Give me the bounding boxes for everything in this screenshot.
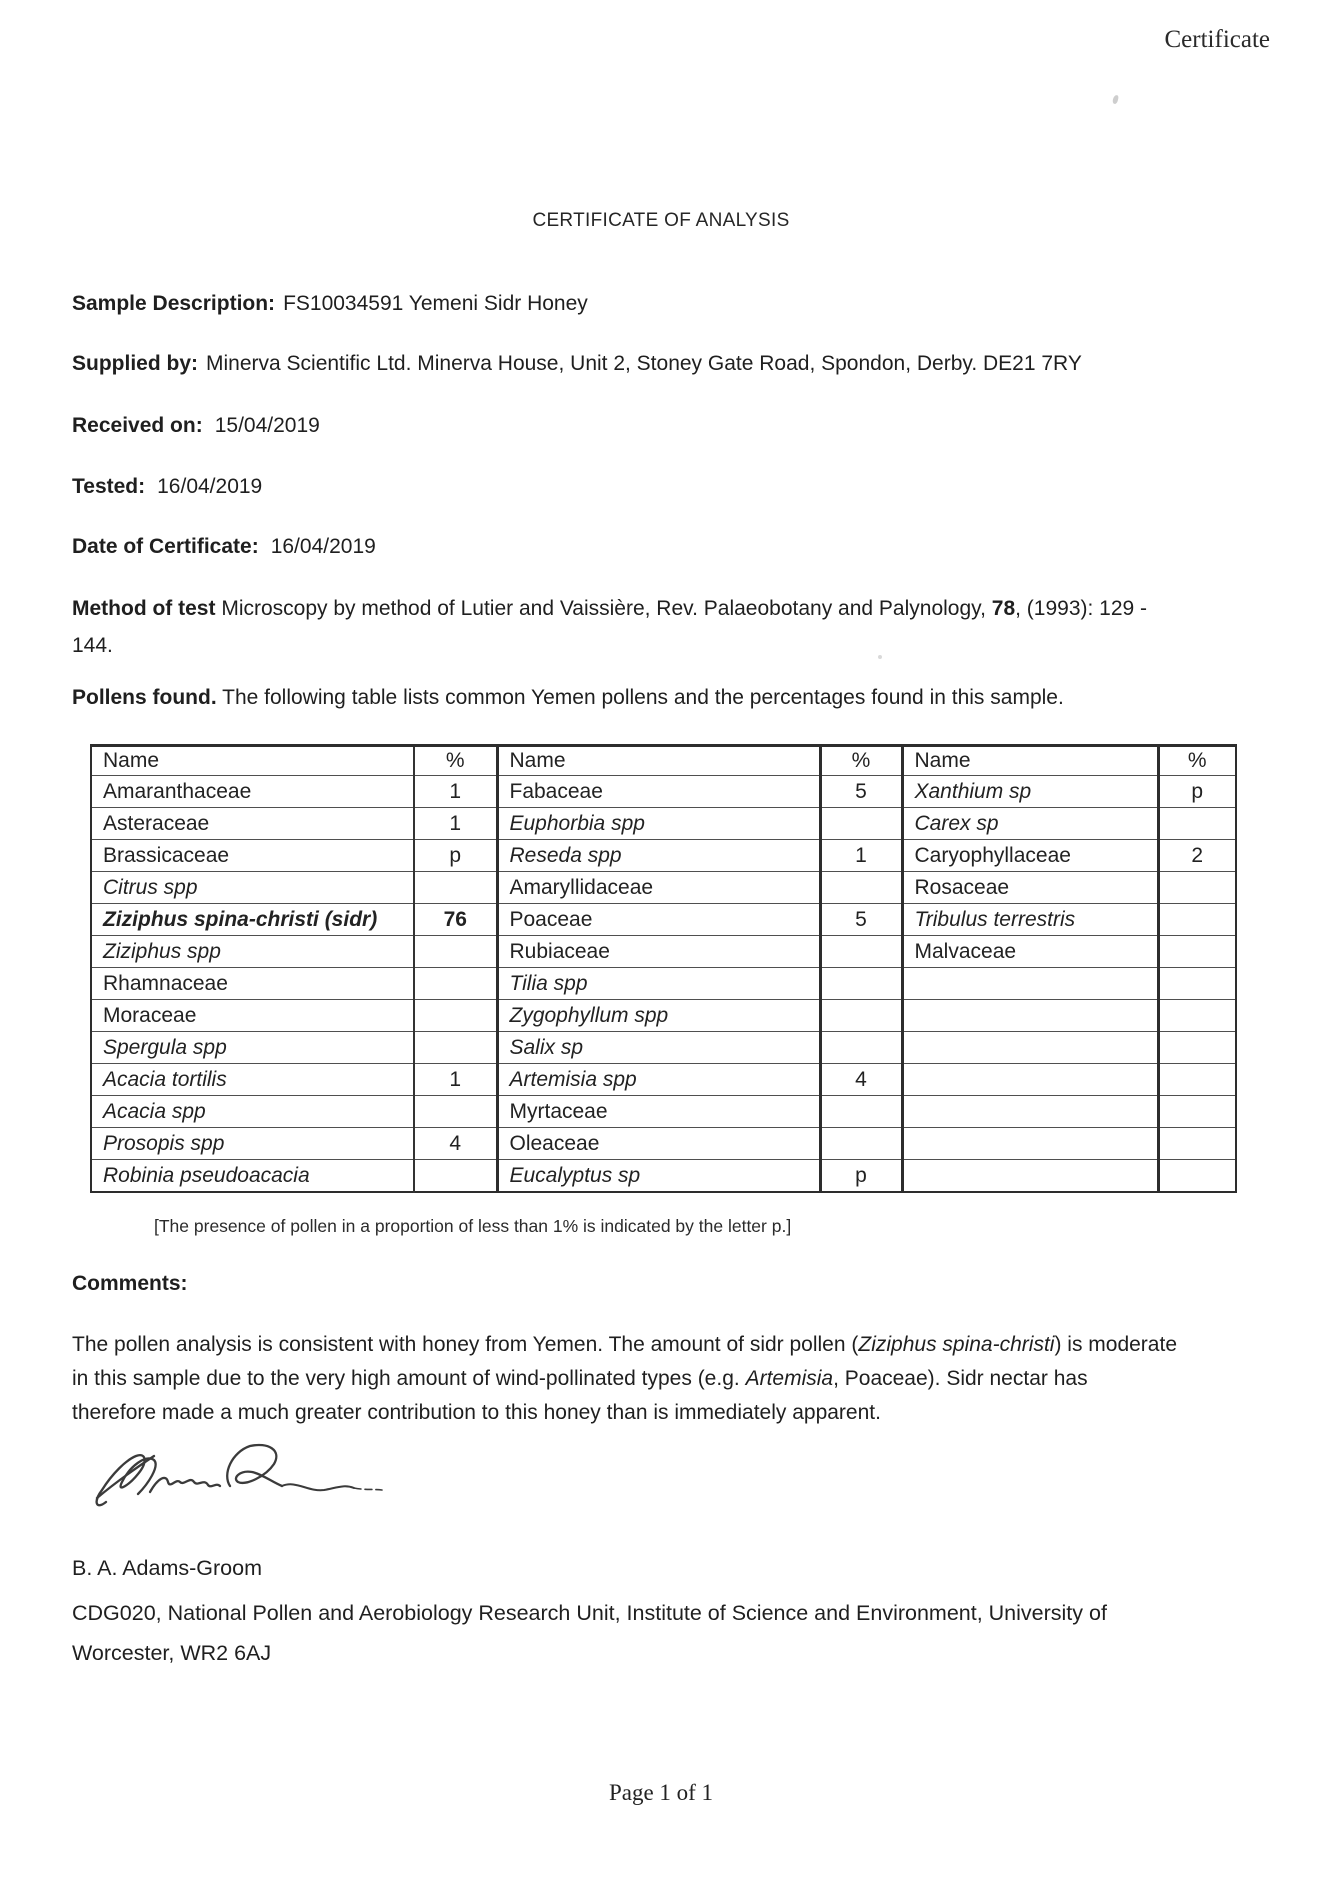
pollen-table-row — [91, 968, 1236, 1000]
pollen-percent-cell — [414, 1096, 497, 1128]
pollen-name-cell: Amaranthaceae — [91, 776, 414, 808]
pollen-name-cell: Salix sp — [497, 1032, 820, 1064]
pollen-table-row — [91, 1064, 1236, 1096]
pollen-percent-cell: 1 — [414, 1064, 497, 1096]
pollen-table-row — [91, 904, 1236, 936]
pollen-percent-cell: 5 — [820, 904, 902, 936]
pollen-table-header-cell: % — [414, 746, 497, 776]
pollen-percent-cell — [414, 968, 497, 1000]
pollen-name-cell: Amaryllidaceae — [497, 872, 820, 904]
pollen-name-cell: Prosopis spp — [91, 1128, 414, 1160]
pollen-percent-cell: 4 — [414, 1128, 497, 1160]
pollen-name-cell — [902, 968, 1158, 1000]
pollen-percent-cell: 1 — [414, 808, 497, 840]
field-value: 16/04/2019 — [270, 535, 376, 558]
pollen-percent-cell: p — [820, 1160, 902, 1193]
pollen-table-row — [91, 872, 1236, 904]
pollen-name-cell — [902, 1096, 1158, 1128]
text-segment: Microscopy by method of Lutier and Vaissière, Rev. Palaeobotany and Palynology, — [221, 597, 992, 620]
text-segment: therefore made a much greater contribution to this honey than is immediately apparent. — [72, 1401, 881, 1424]
pollen-percent-cell — [820, 1032, 902, 1064]
pollen-table-row — [91, 840, 1236, 872]
comments-heading: Comments: — [72, 1272, 188, 1295]
pollen-name-cell: Asteraceae — [91, 808, 414, 840]
pollen-name-cell: Fabaceae — [497, 776, 820, 808]
pollen-name-cell: Carex sp — [902, 808, 1158, 840]
pollen-percent-cell — [1158, 936, 1236, 968]
pollen-percent-cell: 1 — [414, 776, 497, 808]
pollen-name-cell: Citrus spp — [91, 872, 414, 904]
pollen-name-cell: Caryophyllaceae — [902, 840, 1158, 872]
pollen-percent-cell: 76 — [414, 904, 497, 936]
pollen-table-header-cell: % — [820, 746, 902, 776]
field-received-on — [72, 414, 1272, 438]
pollen-table-row — [91, 1032, 1236, 1064]
pollen-percent-cell — [1158, 904, 1236, 936]
signer-org-line: Worcester, WR2 6AJ — [72, 1641, 272, 1665]
text-segment: Method of test — [72, 597, 222, 620]
pollen-percent-cell — [1158, 808, 1236, 840]
pollen-percent-cell — [1158, 1064, 1236, 1096]
pollen-name-cell — [902, 1160, 1158, 1193]
text-segment: , (1993): 129 - — [1015, 597, 1148, 620]
pollen-name-cell: Reseda spp — [497, 840, 820, 872]
pollen-percent-cell — [1158, 1128, 1236, 1160]
text-segment: The following table lists common Yemen pollens and the percentages found in this sample. — [216, 686, 1064, 709]
text-segment: , Poaceae). Sidr nectar has — [833, 1367, 1088, 1390]
pollen-table-header-cell: Name — [497, 746, 820, 776]
pollen-percent-cell: 1 — [820, 840, 902, 872]
pollen-name-cell: Eucalyptus sp — [497, 1160, 820, 1193]
field-label: Tested: — [72, 475, 146, 498]
field-label: Sample Description: — [72, 292, 276, 315]
pollen-name-cell: Brassicaceae — [91, 840, 414, 872]
signer-name: B. A. Adams-Groom — [72, 1556, 262, 1580]
document-title: CERTIFICATE OF ANALYSIS — [532, 210, 790, 231]
pollen-name-cell: Moraceae — [91, 1000, 414, 1032]
pollen-table-header-cell: Name — [91, 746, 414, 776]
text-segment: ) is moderate — [1054, 1333, 1177, 1356]
pollen-table-header-cell: % — [1158, 746, 1236, 776]
pollen-name-cell: Myrtaceae — [497, 1096, 820, 1128]
pollen-name-cell: Ziziphus spina-christi (sidr) — [91, 904, 414, 936]
pollen-name-cell: Oleaceae — [497, 1128, 820, 1160]
page-number: Page 1 of 1 — [608, 1780, 714, 1805]
pollen-percent-cell — [820, 1128, 902, 1160]
pollen-name-cell: Rhamnaceae — [91, 968, 414, 1000]
signature-scribble — [92, 1440, 392, 1515]
pollen-table-row — [91, 1160, 1236, 1193]
pollen-percent-cell — [414, 1000, 497, 1032]
table-footnote: [The presence of pollen in a proportion of less than 1% is indicated by the letter p.] — [154, 1216, 792, 1236]
text-segment: 144. — [72, 634, 113, 657]
pollen-percent-cell: p — [414, 840, 497, 872]
pollen-name-cell — [902, 1064, 1158, 1096]
text-segment: Pollens found. — [72, 686, 217, 709]
scan-speck — [1112, 95, 1119, 105]
pollen-name-cell: Spergula spp — [91, 1032, 414, 1064]
field-sample-description — [72, 292, 1272, 316]
field-tested — [72, 475, 1272, 499]
pollen-name-cell: Robinia pseudoacacia — [91, 1160, 414, 1193]
pollen-percent-cell — [1158, 872, 1236, 904]
corner-label: Certificate — [1164, 26, 1270, 53]
pollens-found-paragraph — [72, 686, 1282, 710]
pollen-percent-cell: 2 — [1158, 840, 1236, 872]
pollen-table-row — [91, 936, 1236, 968]
field-value: FS10034591 Yemeni Sidr Honey — [283, 292, 588, 315]
pollen-percent-cell — [820, 968, 902, 1000]
field-value: Minerva Scientific Ltd. Minerva House, Unit 2, Stoney Gate Road, Spondon, Derby. DE21 7RY — [206, 352, 1082, 375]
pollen-table-header-cell: Name — [902, 746, 1158, 776]
pollen-name-cell: Malvaceae — [902, 936, 1158, 968]
pollen-percent-cell — [1158, 1032, 1236, 1064]
pollen-name-cell: Artemisia spp — [497, 1064, 820, 1096]
field-label: Supplied by: — [72, 352, 198, 375]
field-label: Date of Certificate: — [72, 535, 259, 558]
field-label: Received on: — [72, 414, 203, 437]
pollen-percent-cell — [820, 808, 902, 840]
field-value: 15/04/2019 — [214, 414, 320, 437]
pollen-name-cell: Rubiaceae — [497, 936, 820, 968]
pollen-percent-cell — [820, 1096, 902, 1128]
field-value: 16/04/2019 — [157, 475, 263, 498]
pollen-percent-cell — [1158, 1000, 1236, 1032]
field-date-of-certificate — [72, 535, 1272, 559]
pollen-percent-cell — [1158, 968, 1236, 1000]
pollen-name-cell: Tribulus terrestris — [902, 904, 1158, 936]
pollen-name-cell — [902, 1032, 1158, 1064]
pollen-percent-cell — [1158, 1160, 1236, 1193]
pollen-percent-cell — [414, 1032, 497, 1064]
pollen-name-cell: Ziziphus spp — [91, 936, 414, 968]
field-supplied-by — [72, 352, 1272, 376]
pollen-percent-cell — [414, 872, 497, 904]
pollen-percent-cell — [1158, 1096, 1236, 1128]
handwritten-signature — [92, 1440, 392, 1515]
pollen-percent-cell — [820, 872, 902, 904]
pollen-table-header-row — [91, 746, 1236, 776]
pollen-percent-cell — [820, 1000, 902, 1032]
method-of-test-paragraph — [72, 590, 1272, 664]
pollen-name-cell: Euphorbia spp — [497, 808, 820, 840]
pollen-table-row — [91, 776, 1236, 808]
signer-org-line: CDG020, National Pollen and Aerobiology Research Unit, Institute of Science and Environment, University of — [72, 1601, 1107, 1625]
pollen-name-cell: Acacia spp — [91, 1096, 414, 1128]
text-segment: The pollen analysis is consistent with honey from Yemen. The amount of sidr pollen ( — [72, 1333, 859, 1356]
pollen-percent-cell: p — [1158, 776, 1236, 808]
pollen-name-cell: Rosaceae — [902, 872, 1158, 904]
pollen-name-cell: Acacia tortilis — [91, 1064, 414, 1096]
pollen-table-row — [91, 1128, 1236, 1160]
pollen-table — [90, 744, 1237, 1193]
text-segment: Ziziphus spina-christi — [858, 1333, 1055, 1356]
pollen-percent-cell — [820, 936, 902, 968]
pollen-name-cell: Tilia spp — [497, 968, 820, 1000]
pollen-percent-cell — [414, 1160, 497, 1193]
text-segment: 78 — [991, 597, 1016, 620]
signer-organisation — [72, 1593, 1212, 1673]
pollen-name-cell — [902, 1000, 1158, 1032]
text-segment: Artemisia — [745, 1367, 834, 1390]
pollen-name-cell — [902, 1128, 1158, 1160]
pollen-table-row — [91, 1000, 1236, 1032]
pollen-name-cell: Zygophyllum spp — [497, 1000, 820, 1032]
text-segment: in this sample due to the very high amount of wind-pollinated types (e.g. — [72, 1367, 746, 1390]
pollen-name-cell: Poaceae — [497, 904, 820, 936]
pollen-percent-cell: 5 — [820, 776, 902, 808]
pollen-table-row — [91, 808, 1236, 840]
pollen-name-cell: Xanthium sp — [902, 776, 1158, 808]
comments-paragraph — [72, 1328, 1282, 1430]
pollen-table-row — [91, 1096, 1236, 1128]
pollen-percent-cell: 4 — [820, 1064, 902, 1096]
pollen-percent-cell — [414, 936, 497, 968]
